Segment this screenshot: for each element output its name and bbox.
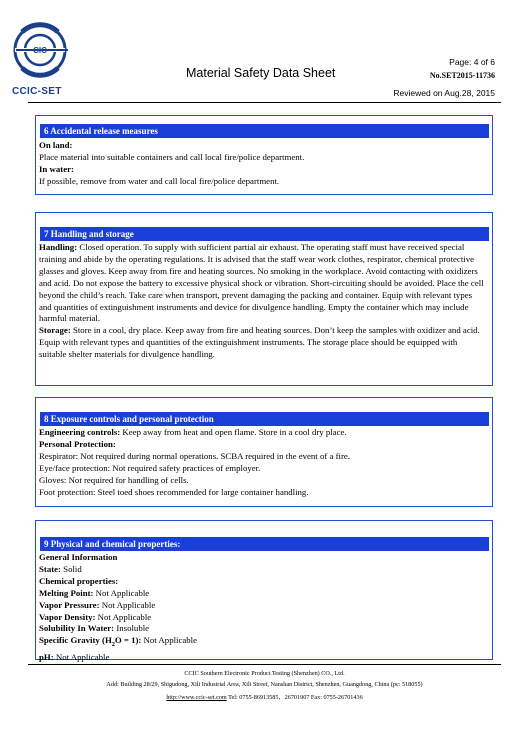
storage-text: Store in a cool, dry place. Keep away from fire and heating sources. Don’t keep the samples with oxidizer and acid. Equip with relevant types and quantities of the extinguishment instruments. The storage place should be equipped with suitable shelter materials for divulgence handling. bbox=[39, 325, 480, 360]
in-water-label: In water: bbox=[39, 163, 74, 174]
state-label: State: bbox=[39, 563, 61, 574]
footer-contact bbox=[0, 692, 529, 701]
vapor-density-row bbox=[39, 612, 486, 624]
state-row bbox=[39, 564, 486, 576]
reviewed-date: Reviewed on Aug.28, 2015 bbox=[393, 88, 495, 98]
storage-label: Storage: bbox=[39, 325, 71, 336]
gloves-text: Gloves: Not required for handling of cells. bbox=[39, 474, 189, 485]
handling-text: Closed operation. To supply with sufficient partial air exhaust. The operating staff must have received special training and abide by the operating regulations. It is advised that the staff wear work clothes, respirator, chemical protective glasses and gloves. Keep away from fire and heating sources. No smoking in the workplace. Avoid contacting with oxidizers and acid. Do not expose the battery to excessive physical shock or vibration. Short-circuiting should be avoided. Place the cell beyond the child’s reach. Take care when transport, prevent damaging the packing and container. Equip with relevant types and quantities of extinguishment instruments and device for divulgence handling. Empty the container which may include harmful material. bbox=[39, 242, 484, 324]
document-title: Material Safety Data Sheet bbox=[186, 66, 336, 80]
document-number: No.SET2015-11736 bbox=[429, 71, 495, 80]
section-body bbox=[39, 242, 486, 361]
section-title: 9 Physical and chemical properties: bbox=[40, 537, 489, 551]
ccic-logo bbox=[12, 14, 68, 86]
section-body bbox=[39, 140, 486, 188]
ph-row bbox=[39, 652, 486, 664]
section-accidental-release bbox=[35, 115, 493, 195]
vapor-pressure-row bbox=[39, 600, 486, 612]
section-body bbox=[39, 552, 486, 664]
section-body bbox=[39, 427, 486, 498]
logo-text: CCIC-SET bbox=[12, 86, 62, 97]
handling-label: Handling: bbox=[39, 242, 78, 252]
footer-phone-fax: Tel: 0755-86913585，26701907 Fax: 0755-26701436 bbox=[226, 694, 363, 701]
specific-gravity-row bbox=[39, 635, 486, 652]
handling-paragraph bbox=[39, 242, 486, 325]
storage-paragraph bbox=[39, 325, 486, 361]
vapor-pressure-label: Vapor Pressure: bbox=[39, 599, 100, 610]
state-value: Solid bbox=[60, 563, 82, 574]
ph-value: Not Applicable bbox=[53, 652, 110, 662]
respirator-text: Respirator: Not required during normal operations. SCBA required in the event of a fire. bbox=[39, 450, 350, 461]
vapor-density-value: Not Applicable bbox=[95, 611, 152, 622]
section-handling-storage bbox=[35, 212, 493, 386]
ph-label: pH: bbox=[39, 652, 54, 662]
in-water-text: If possible, remove from water and call local fire/police department. bbox=[39, 175, 280, 186]
foot-protection-text: Foot protection: Steel toed shoes recommended for large container handling. bbox=[39, 486, 309, 497]
melting-point-value: Not Applicable bbox=[93, 587, 150, 598]
personal-protection-label: Personal Protection: bbox=[39, 438, 116, 449]
section-title: 8 Exposure controls and personal protection bbox=[40, 412, 489, 426]
general-information-label: General Information bbox=[39, 552, 118, 562]
engineering-label: Engineering controls: bbox=[39, 427, 121, 437]
section-title: 7 Handling and storage bbox=[40, 227, 489, 241]
solubility-value: Insoluble bbox=[114, 623, 150, 634]
footer-rule bbox=[28, 664, 501, 665]
specific-gravity-value: Not Applicable bbox=[141, 635, 198, 646]
section-title: 6 Accidental release measures bbox=[40, 124, 489, 138]
footer-address: Add: Building 28/29, Shigudong, Xili Industrial Area, Xili Street, Nanshan District, Shenzhen, Guangdong, China (pc: 518055) bbox=[106, 681, 423, 688]
specific-gravity-label: Specific Gravity $(H_2O = 1)$: bbox=[39, 635, 142, 649]
section-exposure-controls bbox=[35, 397, 493, 507]
header-rule bbox=[28, 102, 501, 103]
solubility-row bbox=[39, 623, 486, 635]
footer-company: CCIC Southern Electronic Product Testing (Shenzhen) CO., Ltd. bbox=[184, 670, 345, 677]
page-number: Page: 4 of 6 bbox=[449, 57, 495, 67]
vapor-density-label: Vapor Density: bbox=[39, 611, 96, 622]
section-physical-chemical bbox=[35, 520, 493, 660]
engineering-controls bbox=[39, 427, 486, 439]
on-land-text: Place material into suitable containers and call local fire/police department. bbox=[39, 151, 305, 162]
eye-protection-text: Eye/face protection: Not required safety practices of employer. bbox=[39, 462, 261, 473]
chemical-properties-label: Chemical properties: bbox=[39, 575, 119, 586]
vapor-pressure-value: Not Applicable bbox=[99, 599, 156, 610]
logo-mark: CIC bbox=[33, 46, 47, 55]
on-land-label: On land: bbox=[39, 140, 73, 150]
engineering-text: Keep away from heat and open flame. Store in a cool dry place. bbox=[120, 427, 347, 437]
melting-point-row bbox=[39, 588, 486, 600]
solubility-label: Solubility In Water: bbox=[39, 623, 115, 634]
melting-point-label: Melting Point: bbox=[39, 587, 94, 598]
website-link[interactable]: http://www.ccic-set.com bbox=[166, 694, 227, 701]
